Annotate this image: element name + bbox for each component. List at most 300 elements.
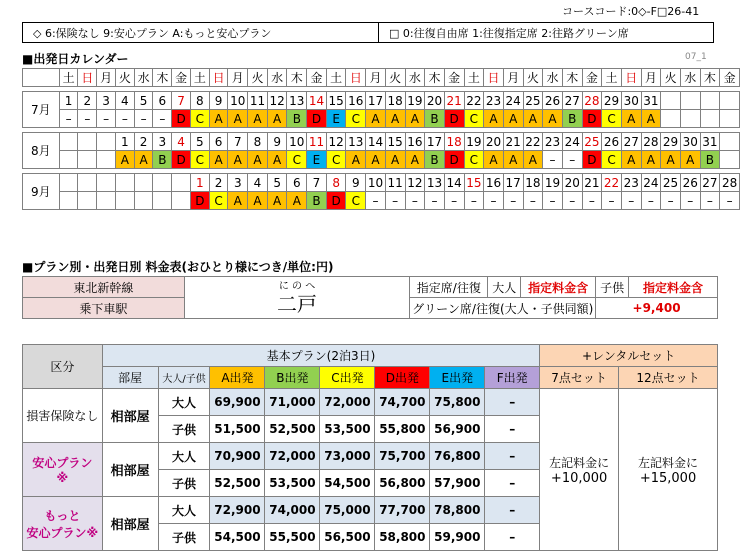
day-cell: 23 <box>484 92 504 110</box>
plan-cell[interactable]: A <box>543 110 563 128</box>
legend-seat: □ 0:往復自由席 1:往復指定席 2:往路グリーン席 <box>389 26 629 40</box>
price-cell: 78,800 <box>430 497 485 524</box>
price-cell: 72,900 <box>210 497 265 524</box>
plan-cell[interactable]: B <box>307 192 327 210</box>
empty-cell <box>97 174 116 192</box>
category-cell: もっと 安心プラン※ <box>23 497 103 551</box>
plan-cell[interactable]: – <box>582 192 602 210</box>
weekday-cell: 月 <box>97 69 116 87</box>
rental-header: +レンタルセット <box>540 345 718 367</box>
day-cell: 17 <box>503 174 523 192</box>
plan-cell[interactable]: C <box>464 151 484 169</box>
day-cell: 3 <box>97 92 116 110</box>
day-cell: 9 <box>209 92 228 110</box>
plan-cell[interactable]: C <box>190 110 209 128</box>
day-cell: 22 <box>464 92 484 110</box>
price-cell: 59,900 <box>430 524 485 551</box>
plan-cell[interactable]: A <box>248 110 268 128</box>
plan-cell[interactable]: – <box>700 192 720 210</box>
plan-cell[interactable]: A <box>661 151 681 169</box>
day-cell: 11 <box>248 92 268 110</box>
plan-cell[interactable]: D <box>444 151 464 169</box>
day-cell: 8 <box>326 174 346 192</box>
legend-insurance: ◇ 6:保険なし 9:安心プラン A:もっと安心プラン <box>23 23 379 42</box>
price-row <box>23 389 718 416</box>
kubun-header: 区分 <box>23 345 103 389</box>
day-cell: 1 <box>115 133 134 151</box>
day-cell: 17 <box>425 133 445 151</box>
day-cell: 5 <box>190 133 209 151</box>
price-cell: – <box>485 443 540 470</box>
adult-label: 大人 <box>158 443 210 470</box>
day-cell: 13 <box>346 133 366 151</box>
day-cell: 3 <box>153 133 172 151</box>
day-cell: 4 <box>115 92 134 110</box>
day-cell: 24 <box>562 133 582 151</box>
plan-col-header: C出発 <box>320 367 375 389</box>
plan-cell[interactable]: – <box>562 151 582 169</box>
rent-col-header: 12点セット <box>619 367 718 389</box>
plan-cell[interactable]: D <box>444 110 464 128</box>
station-label: 乗下車駅 <box>23 298 185 319</box>
empty-cell <box>680 110 700 128</box>
plan-cell[interactable]: – <box>543 192 563 210</box>
day-cell: 28 <box>582 92 602 110</box>
price-cell: 75,800 <box>430 389 485 416</box>
fare-table <box>22 276 718 319</box>
day-cell: 1 <box>59 92 78 110</box>
weekday-cell: 木 <box>153 69 172 87</box>
calendar-code: 07_1 <box>685 52 707 62</box>
plan-cell[interactable]: A <box>287 192 307 210</box>
room-header: 部屋 <box>102 367 158 389</box>
plan-cell[interactable]: – <box>78 110 97 128</box>
weekday-cell: 水 <box>134 69 153 87</box>
category-cell: 安心プラン ※ <box>23 443 103 497</box>
weekday-cell: 土 <box>326 69 346 87</box>
adult-specified: 指定料金含 <box>521 277 596 298</box>
adult-label: 大人 <box>488 277 521 298</box>
weekday-cell: 水 <box>405 69 425 87</box>
day-cell: 19 <box>543 174 563 192</box>
weekday-cell: 木 <box>425 69 445 87</box>
plan-cell[interactable]: – <box>503 192 523 210</box>
price-cell: 55,800 <box>375 416 430 443</box>
price-cell: 58,800 <box>375 524 430 551</box>
plan-cell[interactable]: A <box>228 110 248 128</box>
day-cell: 28 <box>641 133 661 151</box>
rent12-cell <box>619 389 718 551</box>
day-cell: 8 <box>248 133 268 151</box>
child-label: 子供 <box>158 524 210 551</box>
day-cell: 24 <box>503 92 523 110</box>
room-cell: 相部屋 <box>102 389 158 443</box>
day-cell: 20 <box>484 133 504 151</box>
plan-cell[interactable]: – <box>97 110 116 128</box>
plan-cell[interactable]: A <box>366 110 386 128</box>
day-cell: 2 <box>209 174 228 192</box>
month-label: 7月 <box>23 92 60 128</box>
day-cell: 21 <box>582 174 602 192</box>
plan-cell[interactable]: – <box>405 192 425 210</box>
price-table <box>22 344 718 551</box>
empty-cell <box>115 192 134 210</box>
day-cell: 30 <box>680 133 700 151</box>
plan-cell[interactable]: C <box>287 151 307 169</box>
plan-cell[interactable]: – <box>385 192 405 210</box>
plan-cell[interactable]: A <box>267 151 287 169</box>
plan-cell[interactable]: D <box>326 192 346 210</box>
fare-title: ■プラン別・出発日別 料金表(おひとり様につき/単位:円) <box>22 260 334 274</box>
day-cell: 26 <box>602 133 622 151</box>
weekday-cell: 日 <box>621 69 641 87</box>
weekday-cell: 火 <box>385 69 405 87</box>
plan-cell[interactable]: – <box>523 192 543 210</box>
day-cell: 26 <box>680 174 700 192</box>
plan-cell[interactable]: – <box>543 151 563 169</box>
weekday-cell: 金 <box>582 69 602 87</box>
plan-cell[interactable]: A <box>366 151 386 169</box>
plan-cell[interactable]: – <box>641 192 661 210</box>
plan-cell[interactable]: – <box>366 192 386 210</box>
day-cell: 9 <box>346 174 366 192</box>
empty-cell <box>59 133 78 151</box>
plan-cell[interactable]: A <box>641 151 661 169</box>
plan-cell[interactable]: A <box>641 110 661 128</box>
empty-cell <box>97 133 116 151</box>
plan-col-header: A出発 <box>210 367 265 389</box>
empty-cell <box>720 151 740 169</box>
day-row <box>23 92 740 110</box>
day-cell: 11 <box>307 133 327 151</box>
weekday-cell: 土 <box>602 69 622 87</box>
weekday-row <box>23 69 740 87</box>
weekday-cell: 土 <box>464 69 484 87</box>
rent12-note: 左記料金に <box>638 455 699 470</box>
plan-cell[interactable]: B <box>425 151 445 169</box>
empty-cell <box>680 92 700 110</box>
plan-cell[interactable]: A <box>405 110 425 128</box>
price-cell: 54,500 <box>210 524 265 551</box>
day-cell: 21 <box>503 133 523 151</box>
empty-cell <box>97 192 116 210</box>
plan-cell[interactable]: A <box>134 151 153 169</box>
plan-cell[interactable]: – <box>153 110 172 128</box>
day-cell: 14 <box>366 133 386 151</box>
price-cell: 76,800 <box>430 443 485 470</box>
plan-cell[interactable]: A <box>621 151 641 169</box>
plan-cell[interactable]: B <box>562 110 582 128</box>
room-cell: 相部屋 <box>102 443 158 497</box>
day-cell: 31 <box>700 133 720 151</box>
plan-cell[interactable]: C <box>464 110 484 128</box>
empty-cell <box>700 110 720 128</box>
day-cell: 2 <box>134 133 153 151</box>
day-cell: 8 <box>190 92 209 110</box>
day-cell: 18 <box>523 174 543 192</box>
weekday-cell: 日 <box>484 69 504 87</box>
weekday-cell: 日 <box>346 69 366 87</box>
price-cell: 73,000 <box>320 443 375 470</box>
day-cell: 28 <box>720 174 740 192</box>
station-kana: に の へ <box>278 280 316 292</box>
plan-col-header: E出発 <box>430 367 485 389</box>
empty-cell <box>78 192 97 210</box>
plan-cell[interactable]: A <box>621 110 641 128</box>
day-cell: 18 <box>385 92 405 110</box>
plan-cell[interactable]: A <box>228 192 248 210</box>
plan-cell[interactable]: – <box>562 192 582 210</box>
empty-cell <box>661 92 681 110</box>
rent-col-header: 7点セット <box>540 367 619 389</box>
empty-cell <box>115 174 134 192</box>
plan-cell[interactable]: C <box>326 151 346 169</box>
weekday-cell: 金 <box>172 69 191 87</box>
empty-cell <box>720 133 740 151</box>
day-cell: 6 <box>287 174 307 192</box>
plan-cell[interactable]: – <box>59 110 78 128</box>
plan-cell[interactable]: – <box>602 192 622 210</box>
price-cell: 53,500 <box>265 470 320 497</box>
plan-cell[interactable]: A <box>346 151 366 169</box>
weekday-cell: 金 <box>307 69 327 87</box>
empty-cell <box>720 92 740 110</box>
price-cell: 52,500 <box>210 470 265 497</box>
day-cell: 25 <box>523 92 543 110</box>
weekday-cell: 金 <box>444 69 464 87</box>
empty-cell <box>172 192 191 210</box>
day-cell: 14 <box>307 92 327 110</box>
day-cell: 26 <box>543 92 563 110</box>
plan-cell[interactable]: D <box>307 110 327 128</box>
day-row <box>23 133 740 151</box>
plan-cell[interactable]: – <box>621 192 641 210</box>
plan-cell[interactable]: – <box>425 192 445 210</box>
day-cell: 6 <box>209 133 228 151</box>
empty-cell <box>78 151 97 169</box>
day-cell: 2 <box>78 92 97 110</box>
day-cell: 4 <box>172 133 191 151</box>
day-cell: 15 <box>385 133 405 151</box>
plan-cell[interactable]: C <box>346 110 366 128</box>
price-cell: 69,900 <box>210 389 265 416</box>
plan-cell[interactable]: – <box>444 192 464 210</box>
empty-cell <box>59 192 78 210</box>
price-cell: 70,900 <box>210 443 265 470</box>
plan-cell[interactable]: – <box>115 110 134 128</box>
line-name: 東北新幹線 <box>23 277 185 298</box>
empty-cell <box>59 174 78 192</box>
plan-cell[interactable]: – <box>661 192 681 210</box>
plan-cell[interactable]: C <box>190 151 209 169</box>
green-label: グリーン席/往復(大人・子供同額) <box>410 298 596 319</box>
plan-cell[interactable]: A <box>405 151 425 169</box>
plan-col-header: B出発 <box>265 367 320 389</box>
plan-row <box>23 192 740 210</box>
price-cell: 53,500 <box>320 416 375 443</box>
plan-cell[interactable]: A <box>503 110 523 128</box>
departure-calendar <box>22 68 740 210</box>
day-cell: 3 <box>228 174 248 192</box>
plan-cell[interactable]: C <box>602 151 622 169</box>
day-cell: 29 <box>602 92 622 110</box>
plan-cell[interactable]: D <box>582 151 602 169</box>
plan-cell[interactable]: A <box>385 110 405 128</box>
weekday-cell: 金 <box>720 69 740 87</box>
plan-cell[interactable]: D <box>190 192 209 210</box>
plan-cell[interactable]: A <box>484 110 504 128</box>
category-cell: 損害保険なし <box>23 389 103 443</box>
weekday-cell: 火 <box>115 69 134 87</box>
price-cell: – <box>485 470 540 497</box>
day-cell: 22 <box>602 174 622 192</box>
day-cell: 5 <box>267 174 287 192</box>
plan-cell[interactable]: D <box>172 151 191 169</box>
price-cell: 72,000 <box>320 389 375 416</box>
day-cell: 27 <box>700 174 720 192</box>
price-cell: 77,700 <box>375 497 430 524</box>
calendar-title: ■出発日カレンダー <box>22 52 129 66</box>
plan-cell[interactable]: A <box>248 192 268 210</box>
weekday-cell: 水 <box>680 69 700 87</box>
empty-cell <box>661 110 681 128</box>
weekday-cell: 火 <box>523 69 543 87</box>
weekday-cell: 月 <box>503 69 523 87</box>
month-label: 9月 <box>23 174 60 210</box>
price-cell: 72,000 <box>265 443 320 470</box>
empty-cell <box>134 174 153 192</box>
day-cell: 15 <box>464 174 484 192</box>
plan-cell[interactable]: A <box>228 151 248 169</box>
day-cell: 27 <box>562 92 582 110</box>
child-specified: 指定料金含 <box>629 277 718 298</box>
day-cell: 15 <box>326 92 346 110</box>
rent7-cell <box>540 389 619 551</box>
day-cell: 12 <box>405 174 425 192</box>
plan-cell[interactable]: A <box>115 151 134 169</box>
plan-cell[interactable]: D <box>582 110 602 128</box>
day-cell: 12 <box>267 92 287 110</box>
plan-cell[interactable]: B <box>700 151 720 169</box>
weekday-cell: 火 <box>248 69 268 87</box>
day-cell: 17 <box>366 92 386 110</box>
day-cell: 16 <box>484 174 504 192</box>
day-cell: 25 <box>582 133 602 151</box>
weekday-cell: 土 <box>190 69 209 87</box>
empty-cell <box>153 192 172 210</box>
adult-child-header: 大人/子供 <box>158 367 210 389</box>
plan-cell[interactable]: A <box>267 192 287 210</box>
adult-label: 大人 <box>158 497 210 524</box>
weekday-cell: 水 <box>267 69 287 87</box>
day-cell: 19 <box>464 133 484 151</box>
plan-cell[interactable]: C <box>346 192 366 210</box>
plan-cell[interactable]: – <box>720 192 740 210</box>
corner-cell <box>23 69 60 87</box>
weekday-cell: 土 <box>59 69 78 87</box>
rent12-price: +15,000 <box>639 470 697 486</box>
weekday-cell: 月 <box>366 69 386 87</box>
plan-cell[interactable]: E <box>307 151 327 169</box>
plan-cell[interactable]: A <box>503 151 523 169</box>
plan-cell[interactable]: D <box>172 110 191 128</box>
plan-cell[interactable]: B <box>425 110 445 128</box>
day-cell: 10 <box>228 92 248 110</box>
empty-cell <box>172 174 191 192</box>
plan-cell[interactable]: A <box>209 110 228 128</box>
plan-cell[interactable]: A <box>385 151 405 169</box>
adult-label: 大人 <box>158 389 210 416</box>
plan-cell[interactable]: A <box>680 151 700 169</box>
plan-cell[interactable]: – <box>464 192 484 210</box>
price-cell: 75,000 <box>320 497 375 524</box>
rent7-price: +10,000 <box>550 470 608 486</box>
plan-cell[interactable]: C <box>209 192 228 210</box>
plan-cell[interactable]: A <box>248 151 268 169</box>
plan-row <box>23 110 740 128</box>
station-cell <box>184 277 410 319</box>
day-cell: 27 <box>621 133 641 151</box>
green-price: +9,400 <box>596 298 718 319</box>
day-row <box>23 174 740 192</box>
day-cell: 1 <box>190 174 209 192</box>
plan-cell[interactable]: E <box>326 110 346 128</box>
plan-col-header: F出発 <box>485 367 540 389</box>
price-cell: 74,700 <box>375 389 430 416</box>
empty-cell <box>720 110 740 128</box>
room-cell: 相部屋 <box>102 497 158 551</box>
empty-cell <box>153 174 172 192</box>
day-cell: 13 <box>425 174 445 192</box>
plan-cell[interactable]: C <box>602 110 622 128</box>
day-cell: 13 <box>287 92 307 110</box>
day-cell: 24 <box>641 174 661 192</box>
day-cell: 16 <box>346 92 366 110</box>
plan-cell[interactable]: A <box>523 110 543 128</box>
day-cell: 19 <box>405 92 425 110</box>
child-label: 子供 <box>158 470 210 497</box>
plan-cell[interactable]: A <box>484 151 504 169</box>
plan-cell[interactable]: B <box>153 151 172 169</box>
price-cell: 51,500 <box>210 416 265 443</box>
day-cell: 16 <box>405 133 425 151</box>
rent7-note: 左記料金に <box>549 455 610 470</box>
day-cell: 20 <box>562 174 582 192</box>
plan-cell[interactable]: B <box>287 110 307 128</box>
plan-cell[interactable]: – <box>680 192 700 210</box>
plan-cell[interactable]: A <box>267 110 287 128</box>
price-cell: 57,900 <box>430 470 485 497</box>
plan-cell[interactable]: A <box>523 151 543 169</box>
empty-cell <box>78 174 97 192</box>
weekday-cell: 木 <box>287 69 307 87</box>
plan-cell[interactable]: – <box>134 110 153 128</box>
day-cell: 9 <box>267 133 287 151</box>
price-cell: 52,500 <box>265 416 320 443</box>
day-cell: 7 <box>228 133 248 151</box>
day-cell: 4 <box>248 174 268 192</box>
day-cell: 23 <box>621 174 641 192</box>
weekday-cell: 日 <box>78 69 97 87</box>
price-cell: 56,900 <box>430 416 485 443</box>
course-code: コースコード:0◇-F□26-41 <box>562 5 700 18</box>
plan-cell[interactable]: – <box>484 192 504 210</box>
day-cell: 12 <box>326 133 346 151</box>
day-cell: 7 <box>307 174 327 192</box>
plan-cell[interactable]: A <box>209 151 228 169</box>
day-cell: 14 <box>444 174 464 192</box>
price-cell: – <box>485 497 540 524</box>
